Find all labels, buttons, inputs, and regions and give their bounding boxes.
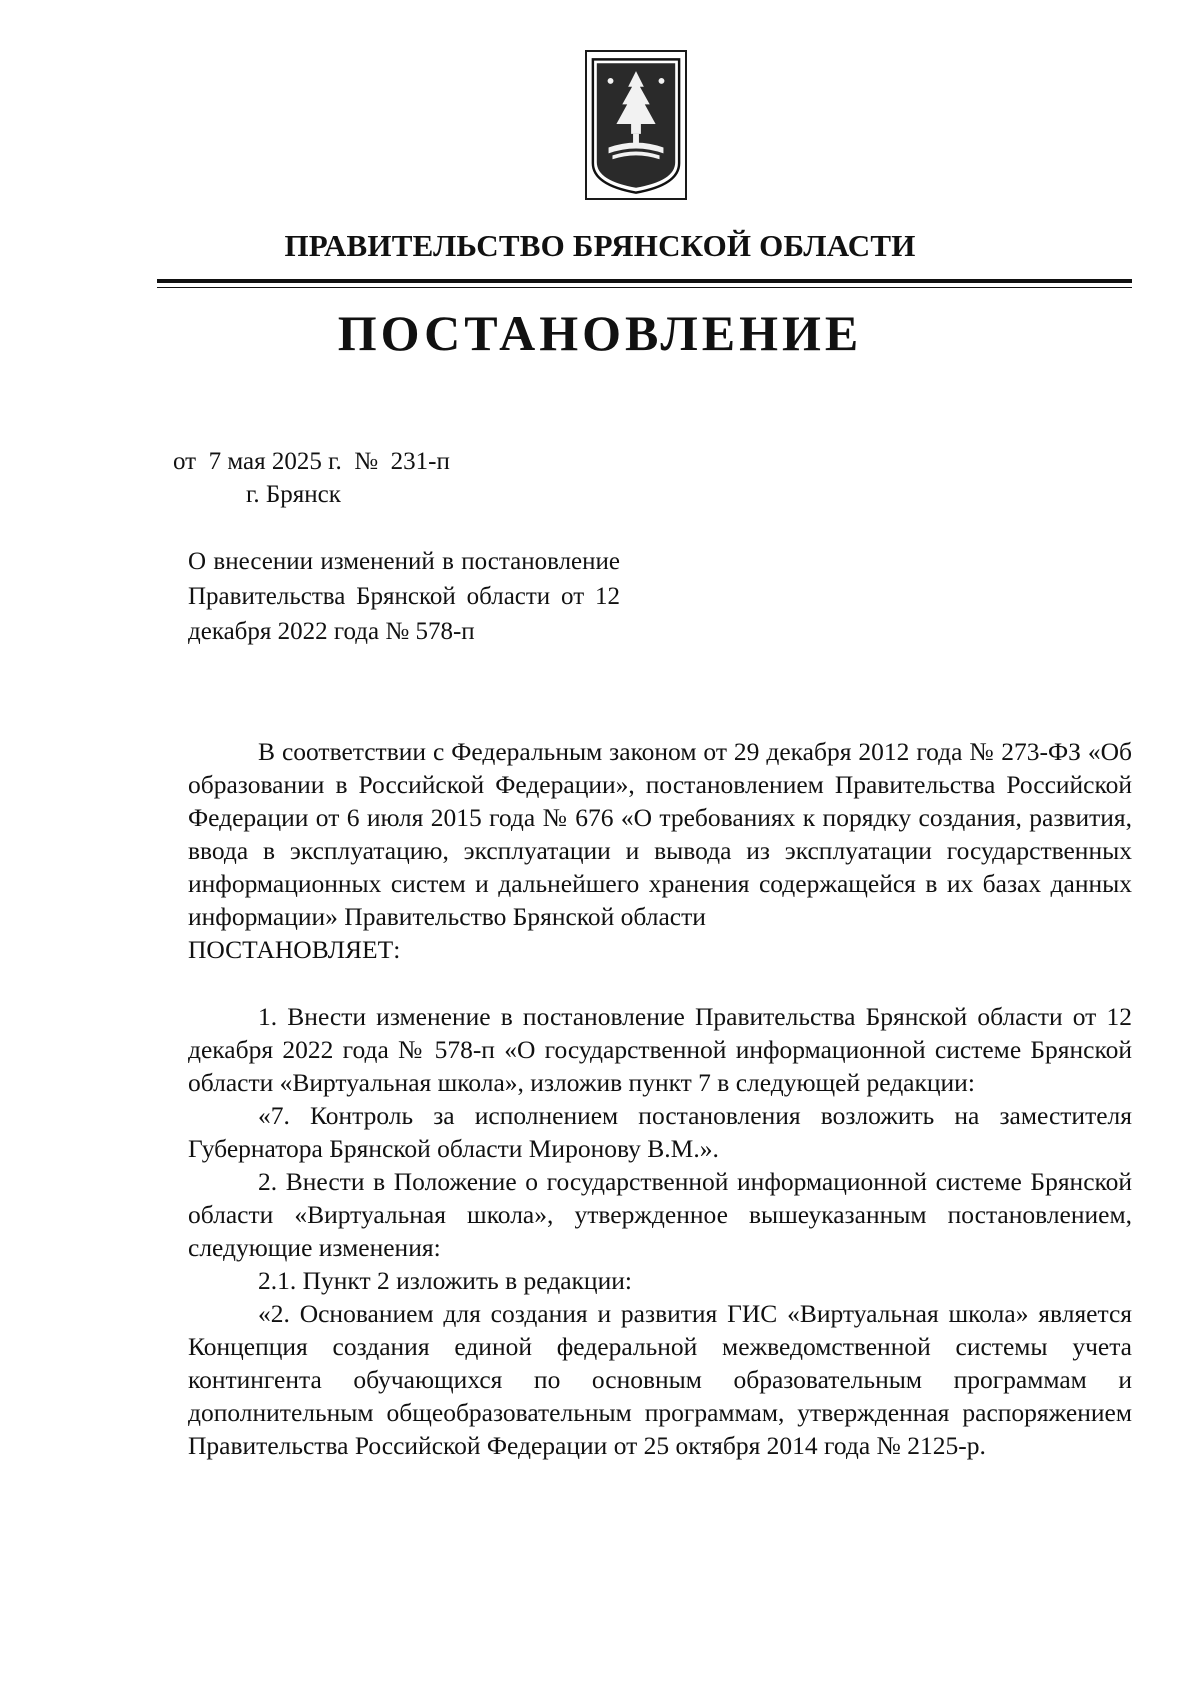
header-rule-thick <box>157 279 1132 283</box>
city-line: г. Брянск <box>246 481 341 508</box>
document-subject: О внесении изменений в постановление Правительства Брянской области от 12 декабря 2022 года № 578-п <box>188 548 620 645</box>
item-1-quote-paragraph: «7. Контроль за исполнением постановления возложить на заместителя Губернатора Брянской области Миронову В.М.». <box>188 1101 1132 1163</box>
item-2-paragraph: 2. Внести в Положение о государственной информационной системе Брянской области «Виртуальная школа», утвержденное вышеуказанным постановлением, следующие изменения: <box>188 1167 1132 1262</box>
document-type-title: ПОСТАНОВЛЕНИЕ <box>337 305 863 361</box>
item-1-paragraph: 1. Внести изменение в постановление Правительства Брянской области от 12 декабря 2022 года № 578-п «О государственной информационной системе Брянской области «Виртуальная школа», изложив пункт 7 в следующей редакции: <box>188 1002 1132 1097</box>
coat-of-arms-icon <box>585 50 687 200</box>
item-2-1-paragraph: 2.1. Пункт 2 изложить в редакции: <box>258 1266 632 1295</box>
date-number-line: от 7 мая 2025 г. № 231-п <box>173 448 450 475</box>
paragraph-gap <box>188 966 1132 1000</box>
resolves-word: ПОСТАНОВЛЯЕТ: <box>188 935 401 964</box>
item-2-1-quote-paragraph: «2. Основанием для создания и развития ГИС «Виртуальная школа» является Концепция создания единой федеральной межведомственной системы учета контингента обучающихся по основным образовательным программам и дополнительным общеобразовательным программам, утвержденная распоряжением Правительства Российской Федерации от 25 октября 2014 года № 2125-р. <box>188 1299 1132 1460</box>
document-body <box>188 735 1132 1462</box>
header-rule-thin <box>157 287 1132 288</box>
preamble-paragraph: В соответствии с Федеральным законом от 29 декабря 2012 года № 273-ФЗ «Об образовании в Российской Федерации», постановлением Правительства Российской Федерации от 6 июля 2015 года № 676 «О требованиях к порядку создания, развития, ввода в эксплуатацию, эксплуатации и вывода из эксплуатации государственных информационных систем и дальнейшего хранения содержащейся в их базах данных информации» Правительство Брянской области <box>188 737 1132 931</box>
government-title: ПРАВИТЕЛЬСТВО БРЯНСКОЙ ОБЛАСТИ <box>284 228 916 263</box>
